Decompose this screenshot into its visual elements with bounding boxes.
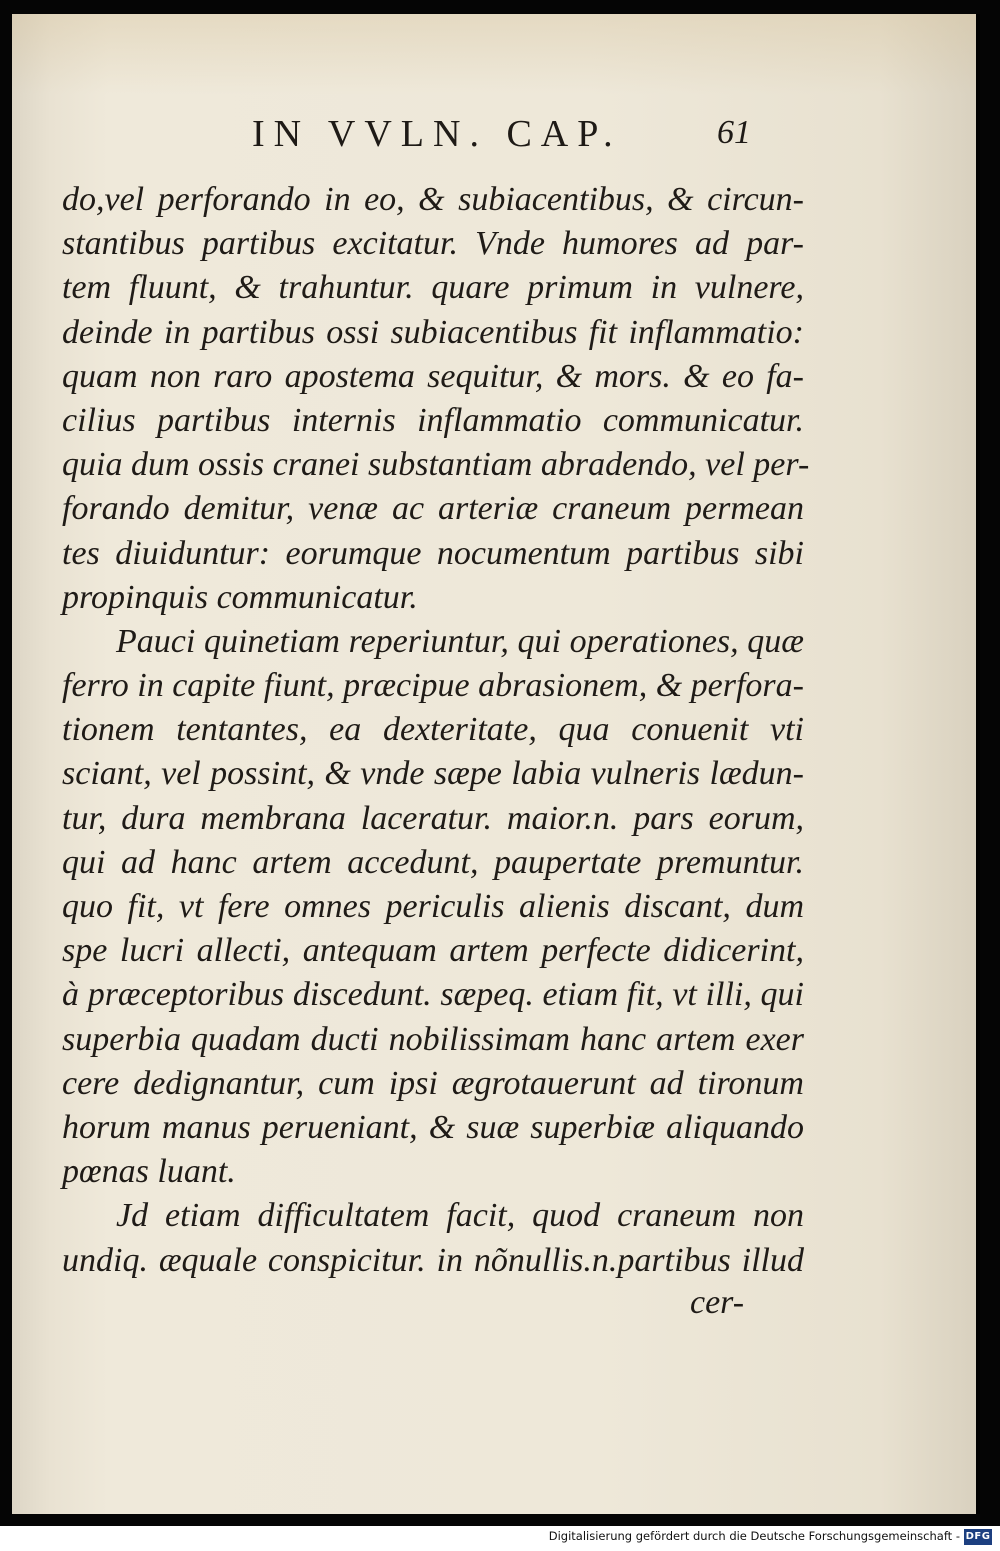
text-line: cilius partibus internis inflammatio communicatur. [62,401,804,439]
catchword: cer- [690,1284,745,1321]
paragraph-start-line: Pauci quinetiam reperiuntur, qui operationes, quæ [116,622,804,660]
text-line: quia dum ossis cranei substantiam abradendo, vel per- [62,446,810,484]
text-line: propinquis communicatur. [62,578,418,616]
text-line: cere dedignantur, cum ipsi ægrotauerunt ad tironum [62,1064,804,1102]
text-line: tionem tentantes, ea dexteritate, qua conuenit vti [62,711,804,749]
text-line: quam non raro apostema sequitur, & mors. & eo fa- [62,357,804,395]
text-line: stantibus partibus excitatur. Vnde humores ad par- [62,225,804,263]
body-text [62,178,810,1283]
text-line: qui ad hanc artem accedunt, paupertate premuntur. [62,843,804,881]
text-line: sciant, vel possint, & vnde sæpe labia vulneris lædun- [62,755,804,793]
text-line: tes diuiduntur: eorumque nocumentum partibus sibi [62,534,804,572]
text-line: horum manus perueniant, & suæ superbiæ aliquando [62,1108,804,1146]
paragraph-start-line: Jd etiam difficultatem facit, quod craneum non [116,1197,804,1235]
text-line: quo fit, vt fere omnes periculis alienis discant, dum [62,888,804,925]
text-line: superbia quadam ducti nobilissimam hanc artem exer [62,1020,804,1058]
text-line: tem fluunt, & trahuntur. quare primum in vulnere, [62,269,804,307]
footer-strip [0,1526,1000,1551]
text-line: do,vel perforando in eo, & subiacentibus, & circun- [62,181,804,218]
dfg-logo-icon: DFG [964,1529,992,1545]
text-line: undiq. æquale conspicitur. in nõnullis.n.partibus illud [62,1241,804,1279]
text-line: à præceptoribus discedunt. sæpeq. etiam fit, vt illi, qui [62,976,804,1014]
text-line: forando demitur, venæ ac arteriæ craneum permean [62,490,804,528]
running-head: IN VVLN. CAP. [252,113,622,155]
text-line: ferro in capite fiunt, præcipue abrasionem, & perfora- [62,667,804,705]
text-line: deinde in partibus ossi subiacentibus fit inflammatio: [62,313,804,351]
text-line: spe lucri allecti, antequam artem perfecte didicerint, [62,932,804,970]
text-line: tur, dura membrana laceratur. maior.n. pars eorum, [62,799,804,837]
page-header [12,112,980,172]
page-number: 61 [717,114,751,151]
text-line: pœnas luant. [62,1153,236,1191]
book-page [12,14,980,1514]
funding-credit: Digitalisierung gefördert durch die Deutsche Forschungsgemeinschaft - [548,1529,960,1543]
